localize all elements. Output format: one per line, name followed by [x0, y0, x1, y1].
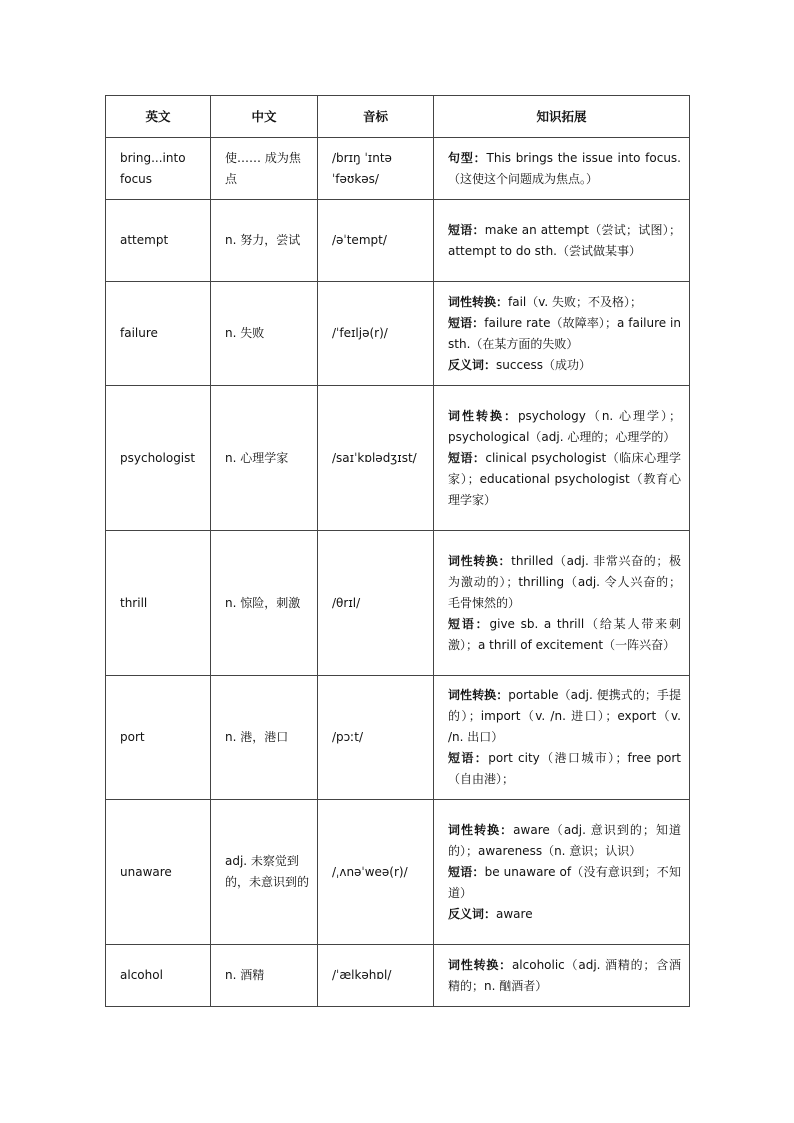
extension-text: This brings the issue into focus.（这使这个问题成为焦点。） [448, 150, 681, 186]
word-english: thrill [106, 531, 211, 676]
extension-label: 短语： [448, 864, 485, 879]
extension-text: clinical psychologist（临床心理学家）；educational psychologist（教育心理学家） [448, 450, 681, 507]
vocabulary-table [105, 95, 690, 1007]
extension-text: portable（adj. 便携式的；手提的）；import（v. /n. 进口）；export（v. /n. 出口） [448, 688, 681, 744]
word-phonetic: /brɪŋ ˈɪntə ˈfəʊkəs/ [318, 138, 434, 200]
extension-label: 句型： [448, 150, 487, 165]
word-chinese: 使…… 成为焦点 [211, 138, 318, 200]
knowledge-extension [434, 531, 690, 676]
extension-text: failure rate（故障率）；a failure in sth.（在某方面的失败） [448, 315, 681, 351]
extension-entry [448, 406, 681, 448]
table-row [106, 200, 690, 282]
word-phonetic: /θrɪl/ [318, 531, 434, 676]
knowledge-extension [434, 200, 690, 282]
word-phonetic: /pɔːt/ [318, 676, 434, 800]
word-chinese: adj. 未察觉到的，未意识到的 [211, 800, 318, 945]
extension-entry [448, 551, 681, 614]
word-chinese: n. 港，港口 [211, 676, 318, 800]
extension-entry [448, 614, 681, 656]
extension-label: 短语： [448, 315, 485, 330]
word-english: attempt [106, 200, 211, 282]
word-chinese: n. 失败 [211, 282, 318, 386]
header-extension: 知识拓展 [434, 96, 690, 138]
extension-text: port city（港口城市）；free port（自由港）； [448, 751, 681, 786]
extension-text: psychology（n. 心理学）；psychological（adj. 心理的；心理学的） [448, 408, 681, 444]
table-row [106, 531, 690, 676]
word-english: unaware [106, 800, 211, 945]
extension-entry [448, 220, 681, 262]
extension-entry [448, 313, 681, 355]
extension-text: aware（adj. 意识到的；知道的）；awareness（n. 意识；认识） [448, 822, 681, 858]
header-chinese: 中文 [211, 96, 318, 138]
header-phonetic: 音标 [318, 96, 434, 138]
word-english: alcohol [106, 945, 211, 1007]
extension-entry [448, 862, 681, 904]
word-chinese: n. 酒精 [211, 945, 318, 1007]
extension-label: 词性转换： [448, 553, 512, 568]
word-chinese: n. 心理学家 [211, 386, 318, 531]
extension-label: 短语： [448, 222, 485, 237]
header-english: 英文 [106, 96, 211, 138]
extension-text: fail（v. 失败；不及格）； [508, 294, 643, 309]
extension-label: 反义词： [448, 906, 497, 921]
extension-label: 词性转换： [448, 822, 514, 837]
extension-entry [448, 955, 681, 997]
table-row [106, 945, 690, 1007]
knowledge-extension [434, 676, 690, 800]
extension-entry [448, 820, 681, 862]
extension-label: 词性转换： [448, 957, 512, 972]
extension-entry [448, 355, 681, 376]
word-phonetic: /saɪˈkɒlədʒɪst/ [318, 386, 434, 531]
table-row [106, 800, 690, 945]
extension-text: aware [496, 906, 533, 921]
extension-label: 词性转换： [448, 688, 509, 702]
extension-label: 词性转换： [448, 294, 509, 309]
word-english: psychologist [106, 386, 211, 531]
extension-text: make an attempt（尝试；试图）；attempt to do sth.（尝试做某事） [448, 222, 681, 258]
table-header-row [106, 96, 690, 138]
word-phonetic: /ˈfeɪljə(r)/ [318, 282, 434, 386]
knowledge-extension [434, 386, 690, 531]
word-chinese: n. 努力，尝试 [211, 200, 318, 282]
knowledge-extension [434, 282, 690, 386]
knowledge-extension [434, 800, 690, 945]
extension-entry [448, 748, 681, 790]
extension-label: 短语： [448, 616, 490, 631]
table-row [106, 282, 690, 386]
word-english: port [106, 676, 211, 800]
extension-entry [448, 448, 681, 511]
table-row [106, 676, 690, 800]
extension-label: 反义词： [448, 357, 497, 372]
extension-entry [448, 148, 681, 190]
extension-label: 词性转换： [448, 408, 518, 423]
word-chinese: n. 惊险，刺激 [211, 531, 318, 676]
extension-text: thrilled（adj. 非常兴奋的；极为激动的）；thrilling（adj. 令人兴奋的；毛骨悚然的） [448, 553, 681, 610]
extension-text: success（成功） [496, 357, 591, 372]
word-phonetic: /ˌʌnəˈweə(r)/ [318, 800, 434, 945]
extension-entry [448, 904, 681, 925]
extension-entry [448, 292, 681, 313]
extension-label: 短语： [448, 751, 489, 765]
extension-entry [448, 685, 681, 748]
extension-text: alcoholic（adj. 酒精的；含酒精的；n. 酗酒者） [448, 957, 681, 993]
knowledge-extension [434, 138, 690, 200]
table-row [106, 138, 690, 200]
table-row [106, 386, 690, 531]
knowledge-extension [434, 945, 690, 1007]
extension-text: give sb. a thrill（给某人带来刺激）；a thrill of excitement（一阵兴奋） [448, 616, 681, 652]
word-phonetic: /ˈælkəhɒl/ [318, 945, 434, 1007]
extension-label: 短语： [448, 450, 486, 465]
word-phonetic: /əˈtempt/ [318, 200, 434, 282]
word-english: failure [106, 282, 211, 386]
word-english: bring...into focus [106, 138, 211, 200]
extension-text: be unaware of（没有意识到；不知道） [448, 864, 681, 900]
